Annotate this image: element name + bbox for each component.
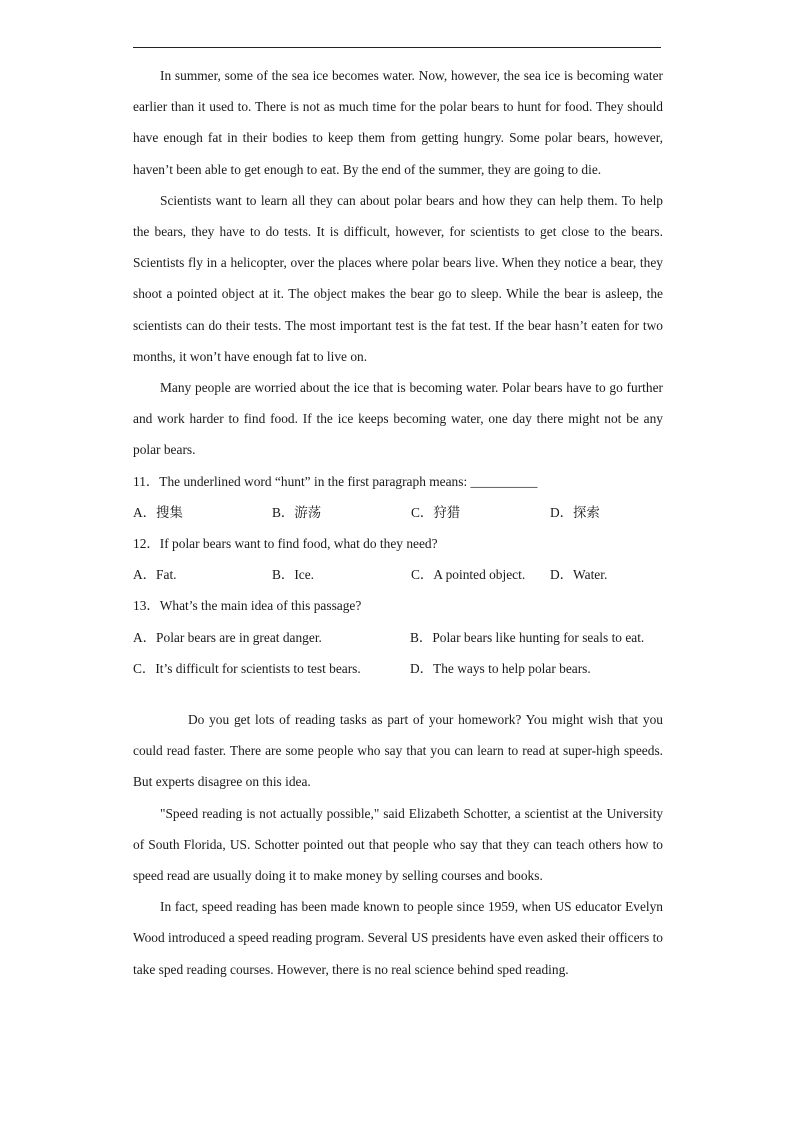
option-a[interactable]: A．Fat. xyxy=(133,567,177,583)
option-row xyxy=(133,497,663,528)
option-d[interactable]: D．The ways to help polar bears. xyxy=(410,660,591,676)
question-12 xyxy=(133,528,663,590)
paragraph: Do you get lots of reading tasks as part of your homework? You might wish that you could read faster. There are some people who say that you can learn to read at super-high speeds. But experts disagree on this idea. xyxy=(133,712,663,790)
option-row xyxy=(133,559,663,590)
header-rule xyxy=(133,47,661,48)
option-b[interactable]: B．Ice. xyxy=(272,567,315,583)
question-stem: 13．What’s the main idea of this passage? xyxy=(133,598,362,614)
question-stem: 12．If polar bears want to find food, what do they need? xyxy=(133,536,438,552)
paragraph: In summer, some of the sea ice becomes water. Now, however, the sea ice is becoming water earlier than it used to. There is not as much time for the polar bears to hunt for food. They should have enough fat in their bodies to keep them from getting hungry. Some polar bears, however, haven’t been able to get enough to eat. By the end of the summer, they are going to die. xyxy=(133,68,663,177)
passage-polar-bears xyxy=(133,60,663,466)
passage-speed-reading xyxy=(133,704,663,985)
paragraph: Many people are worried about the ice that is becoming water. Polar bears have to go further and work harder to find food. If the ice keeps becoming water, one day there might not be any polar bears. xyxy=(133,380,663,458)
option-row xyxy=(133,622,663,653)
option-row xyxy=(133,653,663,684)
question-stem: 11．The underlined word “hunt” in the first paragraph means: __________ xyxy=(133,473,538,489)
option-a[interactable]: A．Polar bears are in great danger. xyxy=(133,629,322,645)
option-b[interactable]: B．游荡 xyxy=(272,504,322,520)
option-c[interactable]: C．It’s difficult for scientists to test bears. xyxy=(133,660,361,676)
option-b[interactable]: B．Polar bears like hunting for seals to eat. xyxy=(410,629,645,645)
section-gap xyxy=(133,684,663,704)
option-d[interactable]: D．探索 xyxy=(550,504,600,520)
option-c[interactable]: C．A pointed object. xyxy=(411,567,526,583)
paragraph: "Speed reading is not actually possible," said Elizabeth Schotter, a scientist at the University of South Florida, US. Schotter pointed out that people who say that they can teach others how to speed read are usually doing it to make money by selling courses and books. xyxy=(133,805,663,884)
document-page xyxy=(133,60,663,985)
option-d[interactable]: D．Water. xyxy=(550,567,608,583)
option-c[interactable]: C．狩猎 xyxy=(411,504,461,520)
paragraph: In fact, speed reading has been made known to people since 1959, when US educator Evelyn Wood introduced a speed reading program. Several US presidents have even asked their officers to take sped reading courses. However, there is no real science behind sped reading. xyxy=(133,899,663,977)
option-a[interactable]: A．搜集 xyxy=(133,504,183,520)
question-11 xyxy=(133,466,663,528)
question-13 xyxy=(133,590,663,684)
paragraph: Scientists want to learn all they can about polar bears and how they can help them. To help the bears, they have to do tests. It is difficult, however, for scientists to get close to the bears. Scientists fly in a helicopter, over the places where polar bears live. When they notice a bear, they shoot a pointed object at it. The object makes the bear go to sleep. While the bear is asleep, the scientists can do their tests. The most important test is the fat test. If the bear hasn’t eaten for two months, it won’t have enough fat to live on. xyxy=(133,192,663,364)
